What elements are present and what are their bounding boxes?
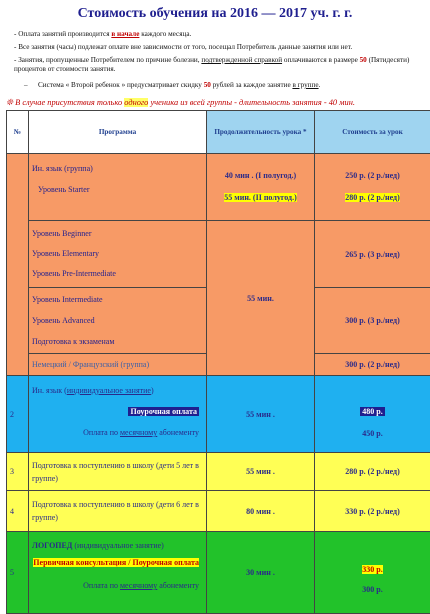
note-text: - Оплата занятий производится [14, 30, 111, 38]
row-num: 4 [7, 491, 29, 532]
cell-program [29, 221, 207, 288]
note-second-child [24, 81, 430, 90]
monthly-payment-label [32, 578, 203, 593]
cell-program: Немецкий / Французский (группа) [29, 354, 207, 376]
cell-program [29, 288, 207, 354]
note-highlight: 50 [360, 56, 367, 64]
cell-program [29, 154, 207, 221]
row-num [7, 154, 29, 376]
monthly-payment-label [32, 422, 203, 443]
warning-highlight: одного [124, 98, 148, 107]
warning-icon: ❊ [6, 98, 15, 107]
price-line: 280 р. (2 р./нед) [345, 193, 400, 202]
price-line: 250 р. (2 р./нед) [318, 165, 427, 187]
table-row [7, 376, 430, 453]
note-underlined: подтвержденной справкой [201, 56, 282, 64]
hourly-payment-label: Первичная консультация / Поурочная оплата [33, 558, 199, 567]
row-num: 3 [7, 453, 29, 491]
program-underlined: индивидуальное занятие [67, 386, 151, 395]
program-text: (индивидуальное занятие) [72, 541, 163, 550]
duration-line: 40 мин . (I полугод.) [210, 165, 311, 187]
table-row [7, 453, 430, 491]
program-text: абонементу [157, 581, 199, 590]
note-sick-leave [14, 56, 424, 74]
program-text: абонементу [157, 428, 199, 437]
price-line: 300 р. [318, 580, 427, 600]
program-line: Уровень Beginner [32, 224, 203, 244]
program-line: Уровень Pre-Intermediate [32, 264, 203, 284]
cell-price: 300 р. (2 р./нед) [315, 354, 430, 376]
price-line: 450 р. [318, 423, 427, 445]
cell-price: 280 р. (2 р./нед) [315, 453, 430, 491]
hourly-payment-label: Поурочная оплата [128, 407, 199, 416]
duration-line: 55 мин. (II полугод.) [224, 193, 296, 202]
program-text: Ин. язык ( [32, 386, 67, 395]
program-title [32, 538, 203, 553]
price-line: 480 р. [360, 407, 384, 416]
program-text: Оплата по [83, 581, 120, 590]
note-text: Система « Второй ребенок » предусматривает скидку [38, 81, 204, 89]
program-text: ) [151, 386, 154, 395]
note-text: оплачиваются в размере [282, 56, 360, 64]
header-duration: Продолжительность урока * [207, 111, 315, 154]
header-num: № [7, 111, 29, 154]
cell-price: 330 р. (2 р./нед) [315, 491, 430, 532]
bullet-dash: – [24, 81, 38, 90]
cell-price: 300 р. (3 р./нед) [315, 288, 430, 354]
program-line: Подготовка к экзаменам [32, 331, 203, 352]
cell-price [315, 532, 430, 614]
row-num: 5 [7, 532, 29, 614]
table-row [7, 221, 430, 288]
note-text: - Занятия, пропущенные Потребителем по причине болезни, [14, 56, 201, 64]
program-title [32, 380, 203, 401]
note-text: рублей за каждое занятие [211, 81, 293, 89]
cell-price [315, 376, 430, 453]
cell-program [29, 532, 207, 614]
program-text: Оплата по [83, 428, 120, 437]
price-table [6, 110, 430, 614]
note-highlight: в начале [111, 30, 139, 38]
warning-text: В случае присутствия только [15, 98, 124, 107]
header-program: Программа [29, 111, 207, 154]
table-row [7, 154, 430, 221]
cell-duration: 80 мин . [207, 491, 315, 532]
note-highlight: 50 [204, 81, 211, 89]
cell-duration [207, 154, 315, 221]
note-all-lessons: - Все занятия (часы) подлежат оплате вне зависимости от того, посещал Потребитель данные занятия или нет. [14, 43, 424, 52]
cell-price: 265 р. (3 р./нед) [315, 221, 430, 288]
cell-program [29, 376, 207, 453]
program-line: Уровень Elementary [32, 244, 203, 264]
table-header-row [7, 111, 430, 154]
note-text: каждого месяца. [139, 30, 191, 38]
program-underlined: месячному [120, 581, 157, 590]
cell-price [315, 154, 430, 221]
program-line: Ин. язык (группа) [32, 158, 203, 179]
page-title: Стоимость обучения на 2016 — 2017 уч. г. г. [0, 6, 430, 22]
note-payment-time [14, 30, 424, 39]
warning-line [6, 97, 430, 107]
note-underlined: в группе [292, 81, 318, 89]
program-line: Уровень Starter [32, 179, 203, 200]
warning-text: ученика из всей группы - длительность занятия - 40 мин. [148, 98, 355, 107]
price-line: 330 р. [362, 565, 382, 574]
cell-duration: 55 мин . [207, 453, 315, 491]
note-text: . [319, 81, 321, 89]
program-text: ЛОГОПЕД [32, 541, 72, 550]
program-line: Уровень Intermediate [32, 289, 203, 310]
table-row [7, 491, 430, 532]
cell-duration: 55 мин. [207, 221, 315, 376]
note-text: (Пятидесяти) процентов от стоимости занятия. [14, 56, 409, 73]
cell-program: Подготовка к поступлению в школу (дети 5 лет в группе) [29, 453, 207, 491]
table-row [7, 532, 430, 614]
row-num: 2 [7, 376, 29, 453]
cell-duration: 55 мин . [207, 376, 315, 453]
header-price: Стоимость за урок [315, 111, 430, 154]
cell-program: Подготовка к поступлению в школу (дети 6 лет в группе) [29, 491, 207, 532]
cell-duration: 30 мин . [207, 532, 315, 614]
program-line: Уровень Advanced [32, 310, 203, 331]
program-underlined: месячному [120, 428, 157, 437]
